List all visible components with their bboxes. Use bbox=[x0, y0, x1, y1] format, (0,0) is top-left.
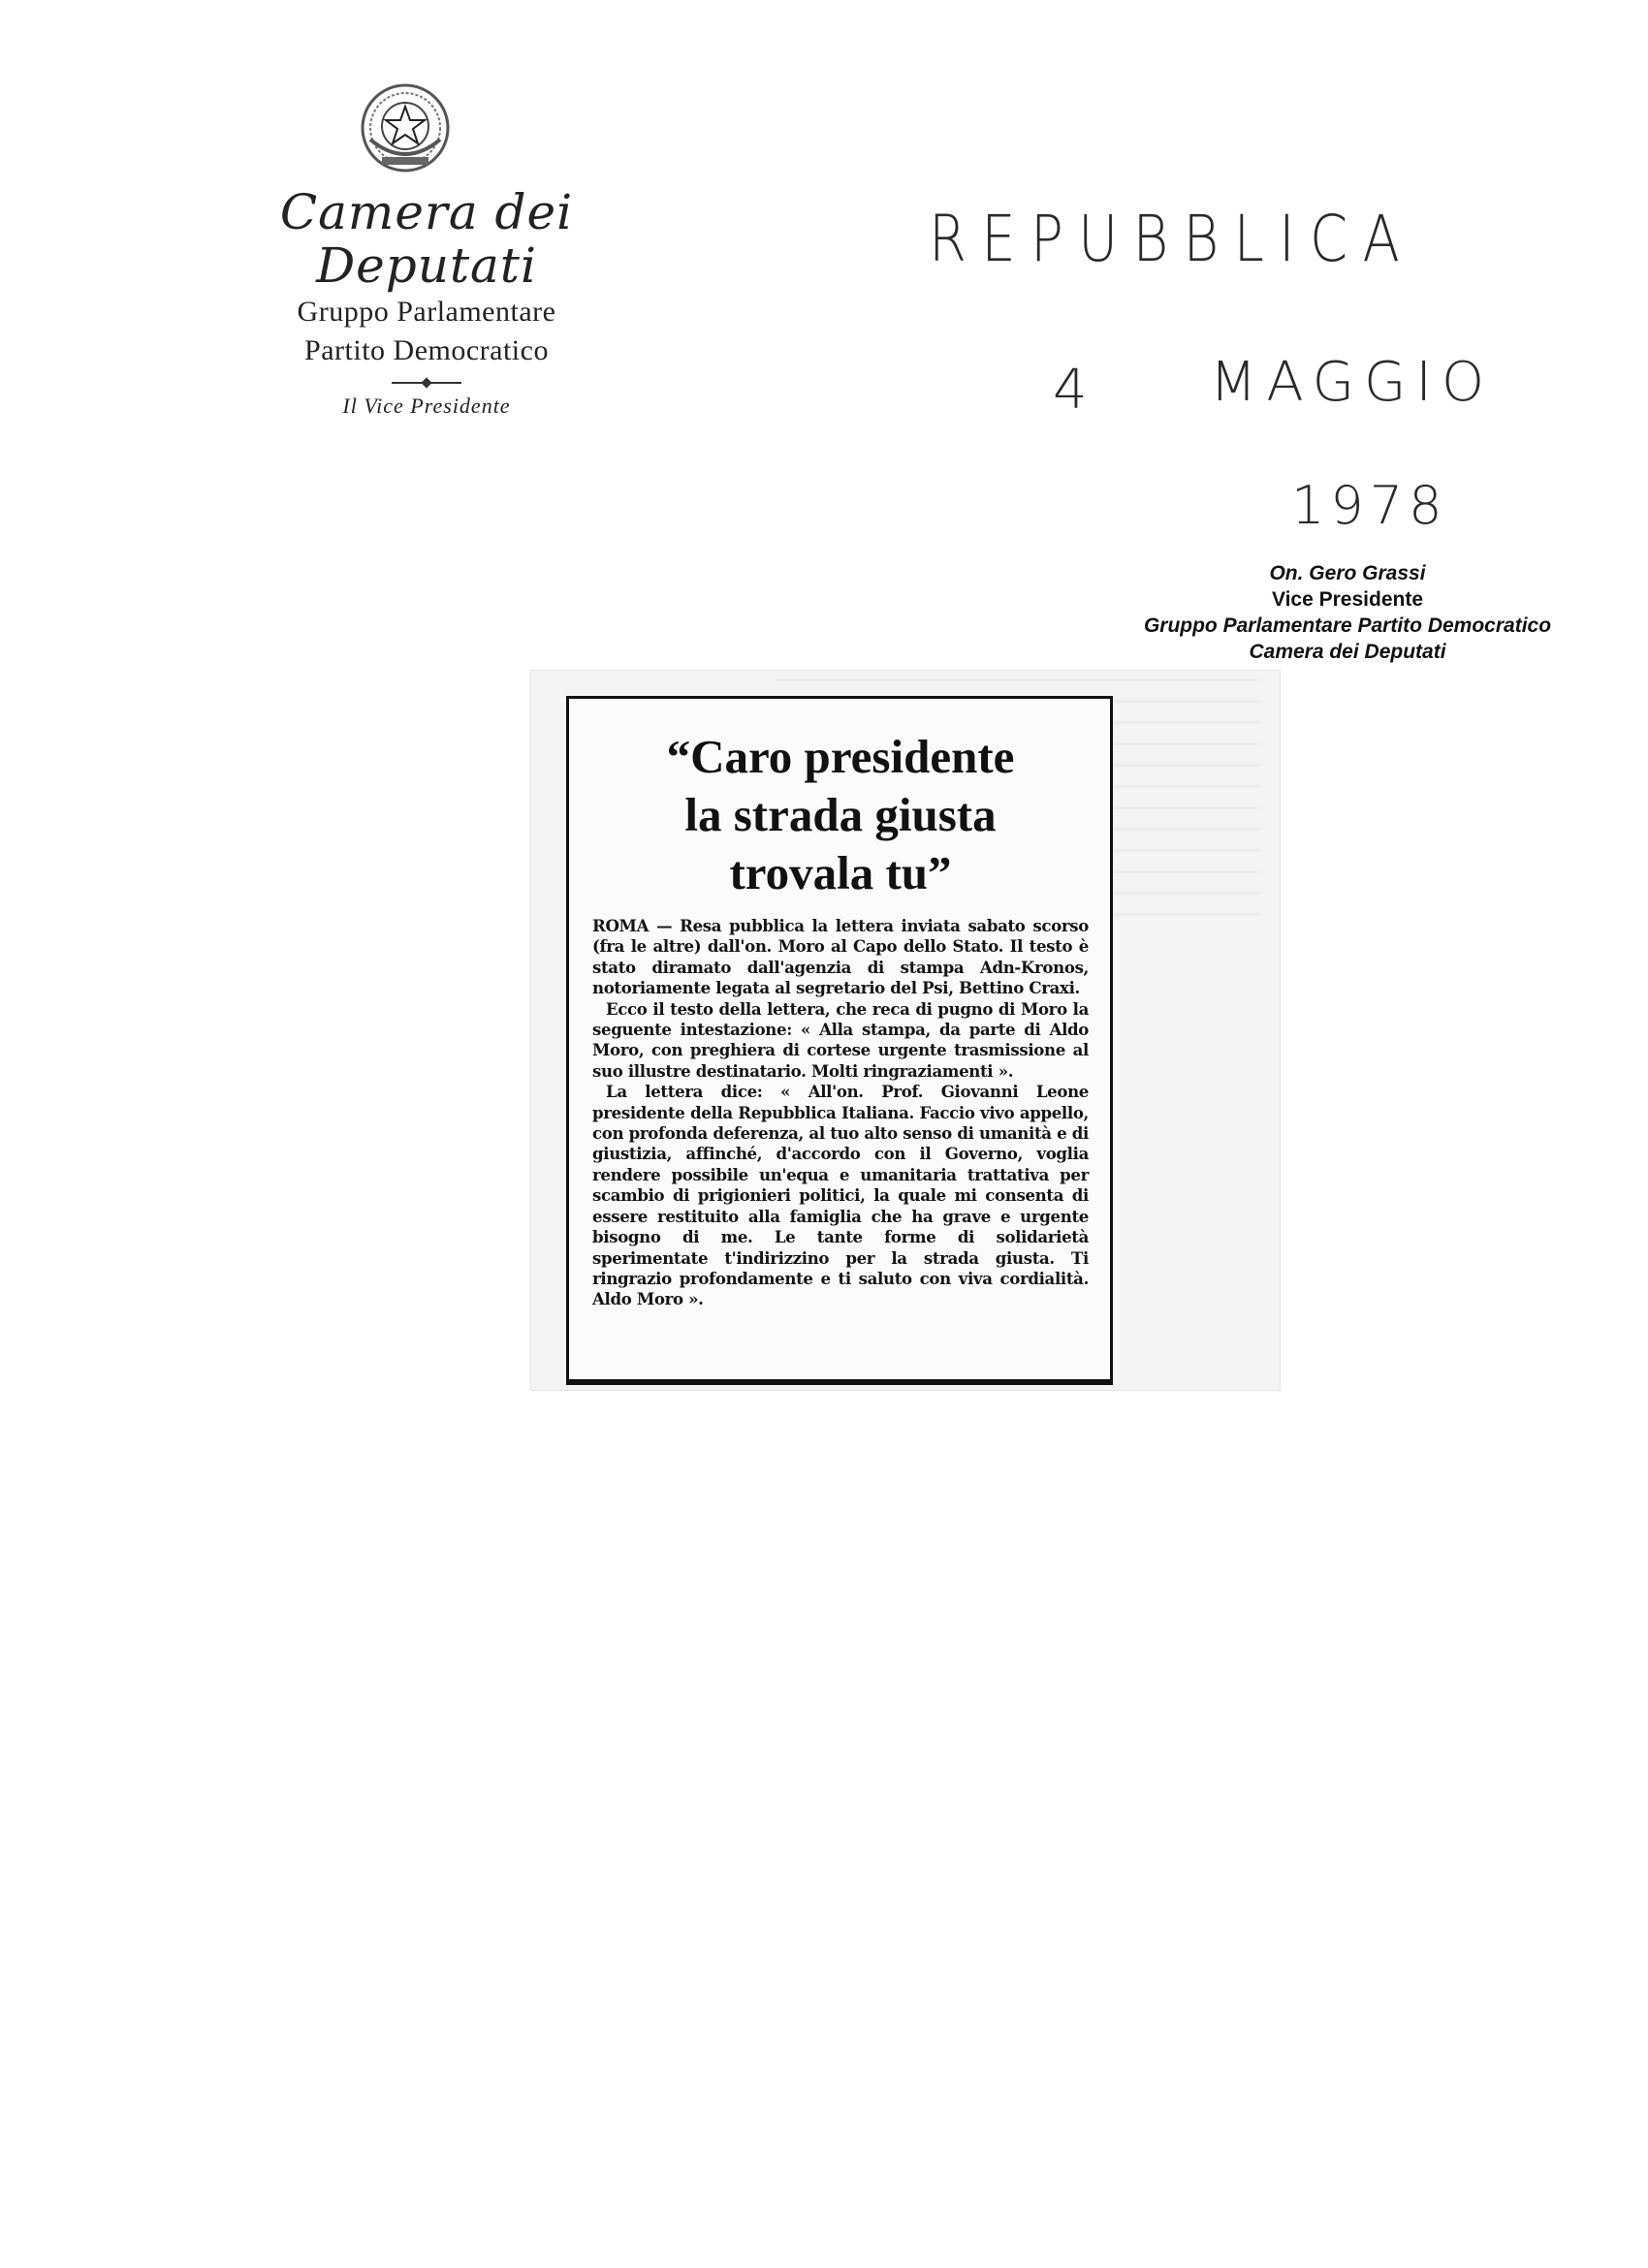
clipping-bottom-rule bbox=[566, 1382, 1113, 1385]
newspaper-clipping bbox=[566, 696, 1113, 1382]
headline-line: “Caro presidente bbox=[666, 730, 1015, 783]
handwritten-year: 1978 bbox=[1291, 475, 1448, 536]
handwritten-day: 4 bbox=[1053, 359, 1105, 422]
signature-chamber: Camera dei Deputati bbox=[1249, 641, 1446, 663]
letterhead-title: Camera dei Deputati bbox=[279, 184, 574, 294]
letterhead-group-line2: Partito Democratico bbox=[304, 334, 549, 366]
article-body bbox=[592, 916, 1089, 1310]
headline-line: la strada giusta bbox=[684, 788, 997, 841]
italian-republic-emblem-icon bbox=[357, 79, 454, 176]
letterhead bbox=[174, 186, 679, 419]
handwritten-newspaper: REPUBBLICA bbox=[929, 202, 1415, 276]
article-paragraph: ROMA — Resa pubblica la lettera inviata sabato scorso (fra le altre) dall'on. Moro al Capo dello Stato. Il testo è stato diramato dall'agenzia di stampa Adn-Kronos, notoriamente legata al segretario del Psi, Bettino Craxi. bbox=[592, 916, 1089, 998]
article-paragraph: La lettera dice: « All'on. Prof. Giovanni Leone presidente della Repubblica Italiana. Faccio vivo appello, con profonda deferenza, al tuo alto senso di umanità e di giustizia, affinché, d'accordo con il Governo, voglia rendere possibile un'equa e umanitaria trattativa per scambio di prigionieri politici, la quale mi consenta di essere restituito alla famiglia che ha grave e urgente bisogno di me. Le tante forme di solidarietà sperimentate t'indirizzino per la strada giusta. Ti ringrazio profondamente e ti saluto con viva cordialità. Aldo Moro ». bbox=[592, 1082, 1089, 1309]
signature-role: Vice Presidente bbox=[1271, 588, 1424, 611]
article-paragraph: Ecco il testo della lettera, che reca di pugno di Moro la seguente intestazione: « Alla stampa, da parte di Aldo Moro, con preghiera di cortese urgente trasmissione al suo illustre destinatario. Molti ringraziamenti ». bbox=[592, 998, 1089, 1081]
signature-block bbox=[1086, 560, 1609, 665]
headline-line: trovala tu” bbox=[729, 846, 952, 899]
handwritten-month: MAGGIO bbox=[1210, 351, 1495, 414]
signature-name: On. Gero Grassi bbox=[1269, 562, 1426, 584]
signature-group: Gruppo Parlamentare Partito Democratico bbox=[1143, 614, 1552, 637]
letterhead-divider bbox=[392, 382, 461, 384]
article-headline bbox=[592, 728, 1089, 902]
letterhead-role: Il Vice Presidente bbox=[342, 394, 511, 418]
letterhead-group-line1: Gruppo Parlamentare bbox=[297, 296, 556, 328]
